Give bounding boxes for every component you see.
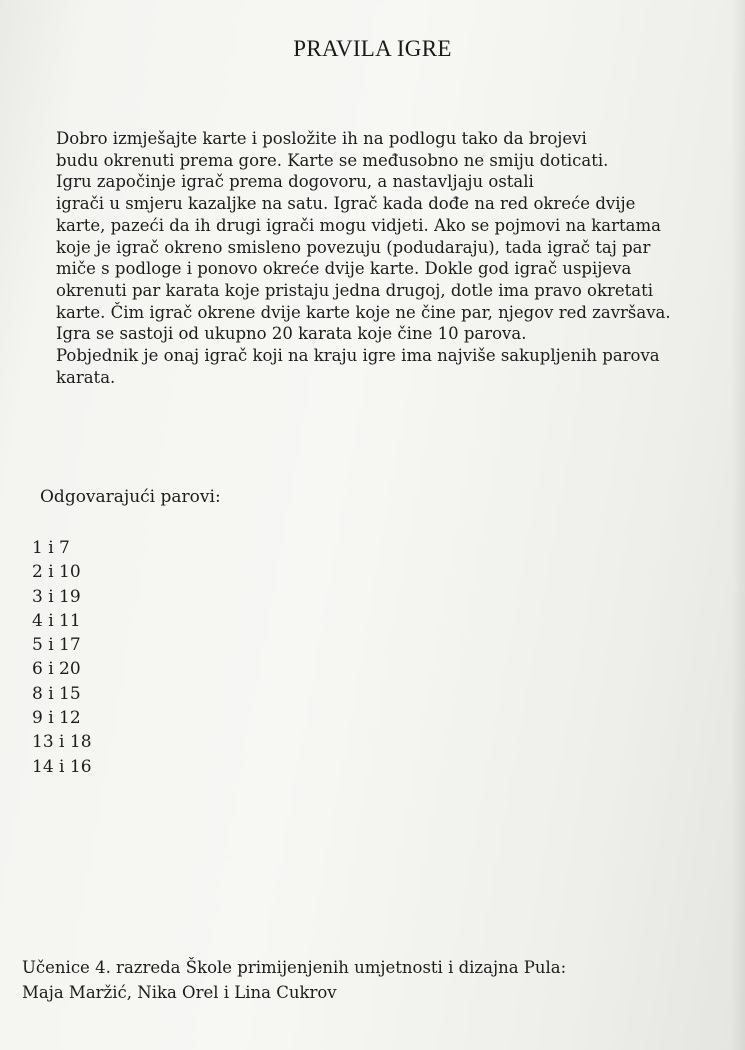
rules-line: koje je igrač okreno smisleno povezuju (podudaraju), tada igrač taj par (56, 237, 651, 257)
pair-item: 2 i 10 (32, 562, 81, 583)
pair-item: 6 i 20 (32, 659, 81, 680)
pair-item: 1 i 7 (32, 538, 70, 558)
footer-line: Učenice 4. razreda Škole primijenjenih umjetnosti i dizajna Pula: (22, 958, 567, 977)
page-title: PRAVILA IGRE (293, 36, 452, 61)
rules-line: Igra se sastoji od ukupno 20 karata koje čine 10 parova. (56, 324, 527, 344)
rules-line: igrači u smjeru kazaljke na satu. Igrač kada dođe na red okreće dvije (56, 194, 636, 214)
rules-line: Igru započinje igrač prema dogovoru, a nastavljaju ostali (56, 172, 534, 192)
authors-footer (22, 955, 566, 1005)
rules-line: Dobro izmješajte karte i posložite ih na podlogu tako da brojevi (56, 129, 587, 148)
paper-edge-shadow (731, 0, 745, 1050)
rules-line: okrenuti par karata koje pristaju jedna drugoj, dotle ima pravo okretati (56, 280, 653, 300)
pair-item: 14 i 16 (32, 756, 92, 777)
rules-line: karte. Čim igrač okrene dvije karte koje ne čine par, njegov red završava. (56, 302, 671, 322)
pair-item: 9 i 12 (32, 708, 81, 729)
pairs-list (32, 536, 92, 779)
footer-line: Maja Maržić, Nika Orel i Lina Cukrov (22, 983, 337, 1002)
pair-item: 13 i 18 (32, 732, 92, 753)
pairs-heading: Odgovarajući parovi: (40, 487, 221, 507)
rules-line: Pobjednik je onaj igrač koji na kraju igre ima najviše sakupljenih parova (56, 346, 660, 366)
rules-line: karte, pazeći da ih drugi igrači mogu vidjeti. Ako se pojmovi na kartama (56, 215, 661, 235)
pair-item: 4 i 11 (32, 610, 81, 631)
pair-item: 8 i 15 (32, 683, 81, 704)
rules-line: karata. (56, 367, 116, 387)
rules-line: miče s podloge i ponovo okreće dvije karte. Dokle god igrač uspijeva (56, 259, 632, 279)
rules-paragraph (56, 128, 726, 388)
pair-item: 3 i 19 (32, 586, 81, 607)
rules-line: budu okrenuti prema gore. Karte se međusobno ne smiju doticati. (56, 150, 609, 170)
pair-item: 5 i 17 (32, 635, 81, 656)
